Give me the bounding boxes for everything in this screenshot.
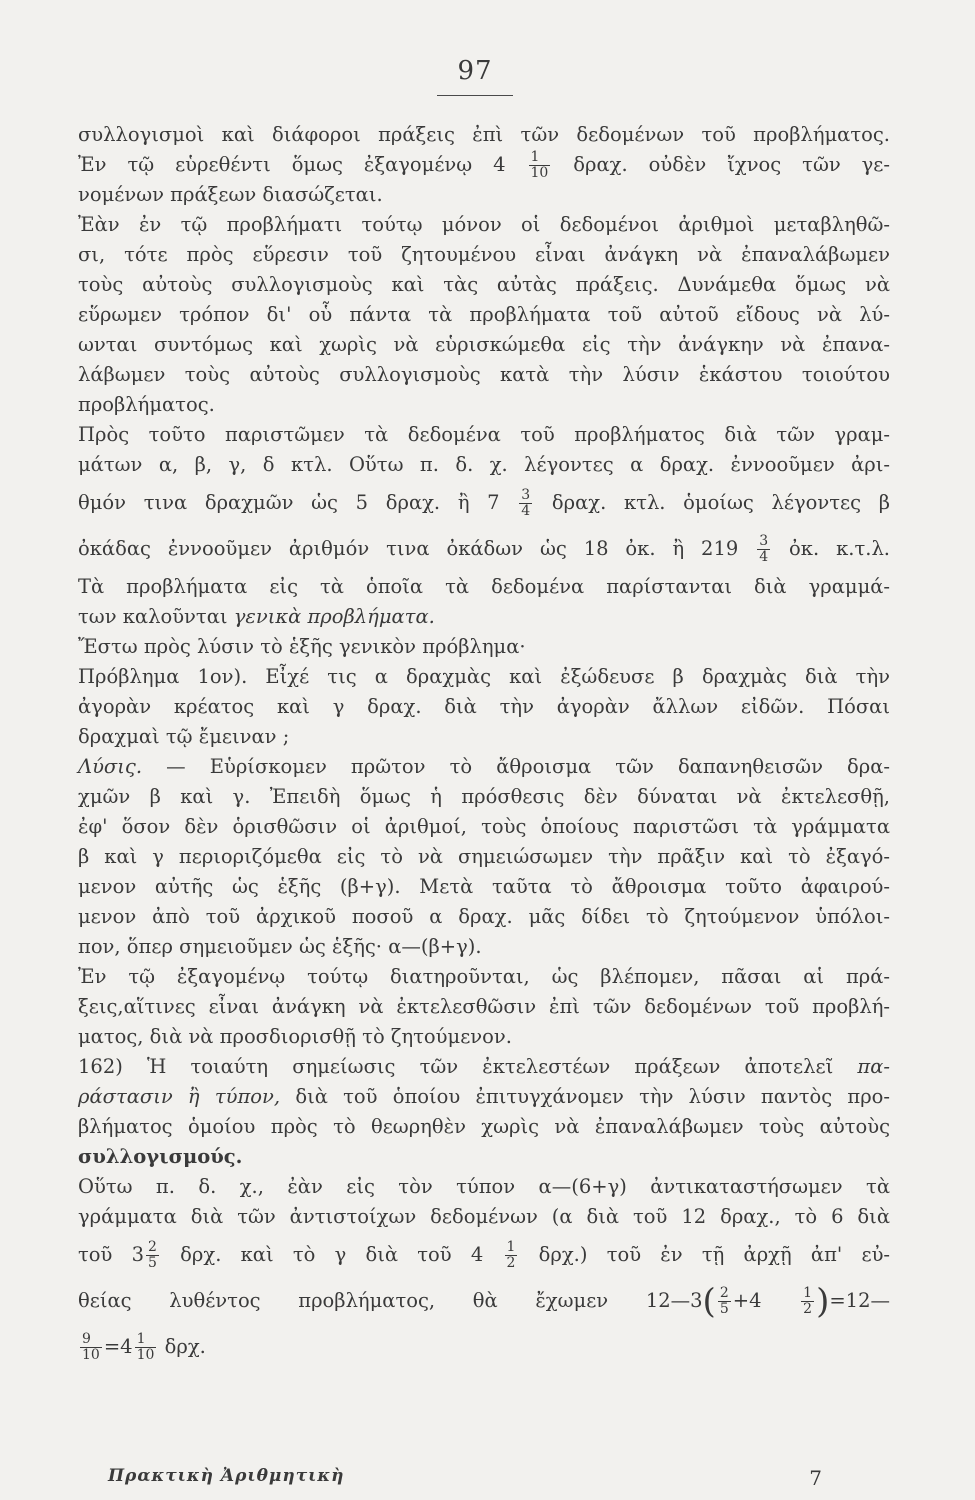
text-line: χμῶν β καὶ γ. Ἐπειδὴ ὅμως ἡ πρόσθεσις δὲν δύναται νὰ ἐκτελεσθῇ, [78,785,890,808]
text-line: σι, τότε πρὸς εὕρεσιν τοῦ ζητουμένου εἶναι ἀνάγκη νὰ ἐπαναλάβωμεν [78,243,890,266]
text-line: Τὰ προβλήματα εἰς τὰ ὁποῖα τὰ δεδομένα παρίστανται διὰ γραμμά- [78,575,890,598]
fraction-numerator: 1 [506,1239,516,1255]
text-line [78,1232,890,1278]
footer-signature-mark: 7 [809,1466,822,1490]
fraction-denominator: 10 [530,165,549,181]
text-line [78,1278,890,1324]
text-line: δραχμαὶ τῷ ἔμειναν ; [78,725,290,748]
left-parenthesis: ( [702,1281,716,1322]
italic-term: πα- [857,1055,890,1078]
text-segment: διὰ τοῦ ὁποίου ἐπιτυγχάνομεν τὴν λύσιν παντὸς προ- [295,1085,891,1108]
fraction-denominator: 5 [148,1255,157,1271]
text-line [78,602,890,632]
text-line: μενον αὐτῆς ὡς ἑξῆς (β+γ). Μετὰ ταῦτα τὸ ἄθροισμα τοῦτο ἀφαιρού- [78,875,890,898]
text-line: εὕρωμεν τρόπον δι' οὗ πάντα τὰ προβλήματα τοῦ αὐτοῦ εἴδους νὰ λύ- [78,303,890,326]
text-line [78,526,890,572]
fraction-numerator: 9 [80,1332,102,1348]
text-line: Ἔστω πρὸς λύσιν τὸ ἑξῆς γενικὸν πρόβλημα· [78,635,526,658]
fraction-denominator: 2 [803,1301,813,1317]
text-line: Πρὸς τοῦτο παριστῶμεν τὰ δεδομένα τοῦ προβλήματος διὰ τῶν γραμ- [78,423,890,446]
text-segment: — Εὑρίσκομεν πρῶτον τὸ ἄθροισμα τῶν δαπανηθεισῶν δρα- [166,755,890,778]
text-segment: δρχ.) τοῦ ἐν τῇ ἀρχῇ ἀπ' εὐ- [538,1243,891,1266]
text-line: ξεις,αἵτινες εἶναι ἀνάγκη νὰ ἐκτελεσθῶσιν ἐπὶ τῶν δεδομένων τοῦ προβλή- [78,995,890,1018]
right-parenthesis: ) [816,1281,830,1322]
text-segment: των καλοῦνται [78,605,228,628]
fraction [80,1332,102,1363]
footer-book-title: Πρακτικὴ Ἀριθμητικὴ [108,1466,345,1486]
fraction-numerator: 3 [759,533,769,549]
text-segment: =12— [829,1289,890,1312]
fraction-denominator: 4 [759,549,769,565]
text-line: β καὶ γ περιοριζόμεθα εἰς τὸ νὰ σημειώσωμεν τὴν πρᾶξιν καὶ τὸ ἐξαγό- [78,845,890,868]
text-line: προβλήματος. [78,393,215,416]
text-line [78,1082,890,1112]
fraction-numerator: 1 [803,1285,813,1301]
fraction-numerator: 2 [719,1285,729,1301]
fraction [757,534,770,565]
text-line: Ἐν τῷ ἐξαγομένῳ τούτῳ διατηροῦνται, ὡς βλέπομεν, πᾶσαι αἱ πρά- [78,965,890,988]
text-segment: +4 [732,1289,762,1312]
fraction-numerator: 1 [135,1332,157,1348]
text-line: ἐφ' ὅσον δὲν ὁρισθῶσιν οἱ ἀριθμοί, τοὺς ὁποίους παριστῶσι τὰ γράμματα [78,815,890,838]
fraction [529,150,551,181]
fraction-denominator: 5 [719,1301,729,1317]
text-segment: τοῦ 3 [78,1243,145,1266]
text-line: ἀγορὰν κρέατος καὶ γ δραχ. διὰ τὴν ἀγορὰν ἄλλων εἰδῶν. Πόσαι [78,695,890,718]
fraction-denominator: 2 [506,1255,516,1271]
italic-term: Λύσις. [78,755,143,778]
fraction-denominator: 10 [82,1347,100,1363]
text-segment: ὀκάδας ἐννοοῦμεν ἀριθμόν τινα ὀκάδων ὡς 18 ὀκ. ἢ 219 [78,537,739,560]
text-line: ματος, διὰ νὰ προσδιορισθῇ τὸ ζητούμενον. [78,1025,512,1048]
fraction-denominator: 4 [521,503,531,519]
text-line: Πρόβλημα 1ον). Εἶχέ τις α δραχμὰς καὶ ἐξώδευσε β δραχμὰς διὰ τὴν [78,665,890,688]
text-line [78,150,890,180]
text-line: μενον ἀπὸ τοῦ ἀρχικοῦ ποσοῦ α δραχ. μᾶς δίδει τὸ ζητούμενον ὑπόλοι- [78,905,890,928]
text-segment: 162) Ἡ τοιαύτη σημείωσις τῶν ἐκτελεστέων πράξεων ἀποτελεῖ [78,1055,834,1078]
fraction [801,1286,814,1317]
text-line [78,752,890,782]
text-line: Ἐὰν ἐν τῷ προβλήματι τούτῳ μόνον οἱ δεδομένοι ἀριθμοὶ μεταβληθῶ- [78,213,890,236]
fraction [505,1240,518,1271]
text-line [78,1324,890,1370]
text-line: μάτων α, β, γ, δ κτλ. Οὕτω π. δ. χ. λέγοντες α δραχ. ἐννοοῦμεν ἀρι- [78,453,890,476]
fraction-denominator: 10 [136,1347,155,1363]
text-line [78,480,890,526]
text-line: Οὕτω π. δ. χ., ἐὰν εἰς τὸν τύπον α—(6+γ) ἀντικαταστήσωμεν τὰ [78,1175,890,1198]
fraction-numerator: 3 [521,487,531,503]
text-segment: δρχ. [164,1335,206,1358]
text-line: συλλογισμούς. [78,1145,243,1168]
italic-term: γενικὰ προβλήματα. [233,605,435,628]
page-number: 97 [457,56,493,86]
text-line: βλήματος ὁμοίου πρὸς τὸ θεωρηθὲν χωρὶς νὰ ἐπαναλάβωμεν τοὺς αὐτοὺς [78,1115,890,1138]
page-number-rule [437,95,513,96]
text-segment: =4 [103,1335,133,1358]
italic-term: ράστασιν ἢ τύπον, [78,1085,281,1108]
text-line: πον, ὅπερ σημειοῦμεν ὡς ἑξῆς· α—(β+γ). [78,935,482,958]
page-footer [108,1466,822,1490]
fraction [135,1332,157,1363]
text-line: νομένων πράξεων διασώζεται. [78,183,383,206]
text-segment: θείας λυθέντος προβλήματος, θὰ ἔχωμεν 12—3 [78,1289,703,1312]
text-segment: δραχ. οὐδὲν ἴχνος τῶν γε- [573,153,890,176]
text-segment: ὀκ. κ.τ.λ. [789,537,890,560]
text-line: τοὺς αὐτοὺς συλλογισμοὺς καὶ τὰς αὐτὰς πράξεις. Δυνάμεθα ὅμως νὰ [78,273,890,296]
body-text [78,120,890,1370]
text-segment: δρχ. καὶ τὸ γ διὰ τοῦ 4 [180,1243,484,1266]
text-line: συλλογισμοὶ καὶ διάφοροι πράξεις ἐπὶ τῶν δεδομένων τοῦ προβλήματος. [78,123,890,146]
fraction-numerator: 2 [148,1239,157,1255]
text-segment: Ἐν τῷ εὑρεθέντι ὅμως ἐξαγομένῳ 4 [78,153,506,176]
text-line: γράμματα διὰ τῶν ἀντιστοίχων δεδομένων (α διὰ τοῦ 12 δραχ., τὸ 6 διὰ [78,1205,890,1228]
fraction [519,488,532,519]
text-line: ωνται συντόμως καὶ χωρὶς νὰ εὑρισκώμεθα εἰς τὴν ἀνάγκην νὰ ἐπανα- [78,333,890,356]
fraction [146,1240,159,1271]
text-line: λάβωμεν τοὺς αὐτοὺς συλλογισμοὺς κατὰ τὴν λύσιν ἑκάστου τοιούτου [78,363,890,386]
text-segment: δραχ. κτλ. ὁμοίως λέγοντες β [551,491,890,514]
text-segment: θμόν τινα δραχμῶν ὡς 5 δραχ. ἢ 7 [78,491,500,514]
text-line [78,1052,890,1082]
fraction-numerator: 1 [529,150,551,166]
fraction [718,1286,731,1317]
